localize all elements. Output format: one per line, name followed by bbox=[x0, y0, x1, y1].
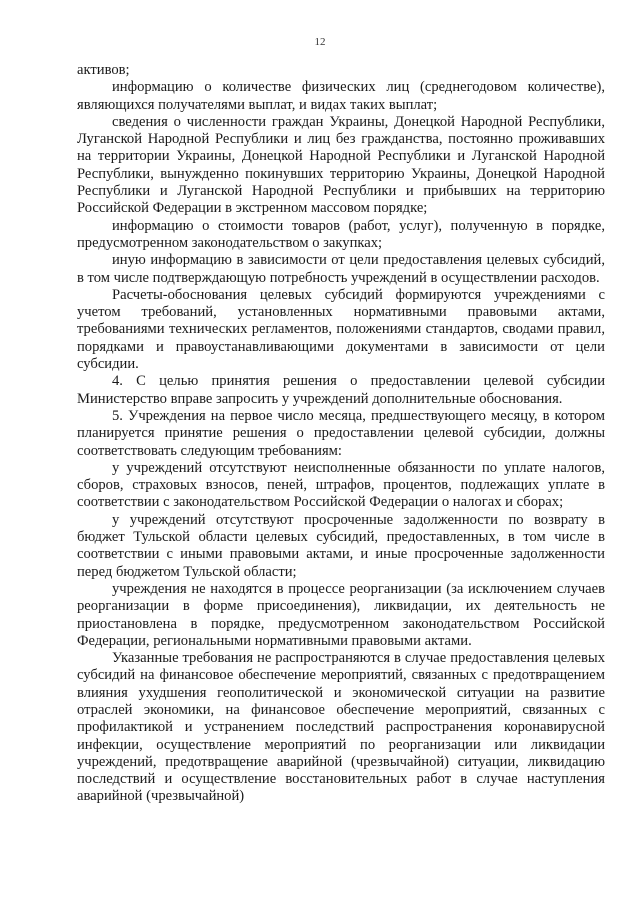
paragraph: 4. С целью принятия решения о предоставлении целевой субсидии Министерство вправе запросить у учреждений дополнительные обоснования. bbox=[77, 373, 605, 407]
paragraph: информацию о стоимости товаров (работ, услуг), полученную в порядке, предусмотренном законодательством о закупках; bbox=[77, 217, 605, 251]
paragraph: иную информацию в зависимости от цели предоставления целевых субсидий, в том числе подтверждающую потребность учреждений в осуществлении расходов. bbox=[77, 252, 605, 286]
document-body bbox=[77, 62, 605, 806]
paragraph: Указанные требования не распространяются в случае предоставления целевых субсидий на финансовое обеспечение мероприятий, связанных с предотвращением влияния ухудшения геополитической и экономической ситуации на развитие отраслей экономики, на финансовое обеспечение мероприятий, связанных с профилактикой и устранением последствий распространения коронавирусной инфекции, осуществление мероприятий по реорганизации или ликвидации учреждений, предотвращение аварийной (чрезвычайной) ситуации, ликвидацию последствий и осуществление восстановительных работ в случае наступления аварийной (чрезвычайной) bbox=[77, 650, 605, 805]
paragraph: учреждения не находятся в процессе реорганизации (за исключением случаев реорганизации в форме присоединения), ликвидации, их деятельность не приостановлена в порядке, предусмотренном законодательством Российской Федерации, региональными нормативными правовыми актами. bbox=[77, 580, 605, 649]
paragraph: сведения о численности граждан Украины, Донецкой Народной Республики, Луганской Народной Республики и лиц без гражданства, постоянно проживавших на территории Украины, Донецкой Народной Республики и Луганской Народной Республики, вынужденно покинувших территорию Украины, Донецкой Народной Республики и Луганской Народной Республики и прибывших на территорию Российской Федерации в экстренном массовом порядке; bbox=[77, 113, 605, 217]
paragraph: активов; bbox=[77, 62, 130, 78]
paragraph: 5. Учреждения на первое число месяца, предшествующего месяцу, в котором планируется принятие решения о предоставлении целевой субсидии, должны соответствовать следующим требованиям: bbox=[77, 407, 605, 459]
page-number: 12 bbox=[314, 36, 326, 48]
paragraph: у учреждений отсутствуют просроченные задолженности по возврату в бюджет Тульской области целевых субсидий, предоставленных, в том числе в соответствии с иными правовыми актами, и иные просроченные задолженности перед бюджетом Тульской области; bbox=[77, 511, 605, 580]
paragraph: у учреждений отсутствуют неисполненные обязанности по уплате налогов, сборов, страховых взносов, пеней, штрафов, процентов, подлежащих уплате в соответствии с законодательством Российской Федерации о налогах и сборах; bbox=[77, 459, 605, 511]
paragraph: информацию о количестве физических лиц (среднегодовом количестве), являющихся получателями выплат, и видах таких выплат; bbox=[77, 79, 605, 113]
paragraph: Расчеты-обоснования целевых субсидий формируются учреждениями с учетом требований, установленных нормативными правовыми актами, требованиями технических регламентов, положениями стандартов, сводами правил, порядками и правоустанавливающими документами в зависимости от цели субсидии. bbox=[77, 286, 605, 373]
